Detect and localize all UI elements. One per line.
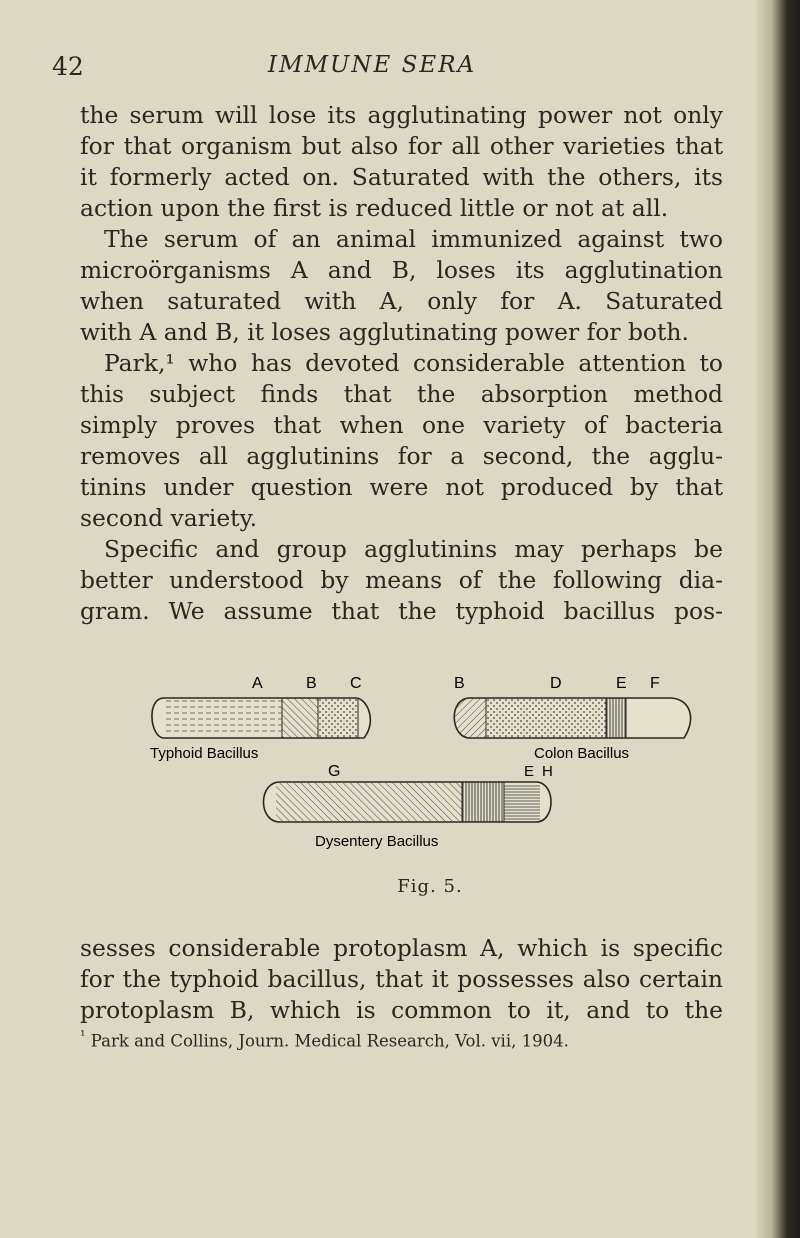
body-text-top xyxy=(80,100,723,627)
figure-5 xyxy=(150,590,710,910)
letter-b: B xyxy=(454,675,465,692)
text-line: when saturated with A, only for A. Saturated xyxy=(80,287,723,315)
colon-label: Colon Bacillus xyxy=(534,745,630,762)
letter-e-lower: E xyxy=(524,763,535,780)
body-text-bottom xyxy=(80,933,723,1026)
page-header xyxy=(52,52,692,92)
text-line: this subject finds that the absorption method xyxy=(80,380,723,408)
dysentery-bacillus xyxy=(264,763,552,850)
footnote-text: Park and Collins, Journ. Medical Research, Vol. vii, 1904. xyxy=(90,1031,569,1051)
typhoid-label: Typhoid Bacillus xyxy=(150,745,259,762)
text-line: protoplasm B, which is common to it, and to the xyxy=(80,996,723,1024)
letter-f: F xyxy=(650,675,660,692)
letter-c: C xyxy=(350,675,362,692)
text-line: second variety. xyxy=(80,504,258,532)
text-line: sesses considerable protoplasm A, which is specific xyxy=(80,934,723,962)
page-edge xyxy=(756,0,800,1238)
text-line: for that organism but also for all other varieties that xyxy=(80,132,723,160)
text-line: action upon the first is reduced little or not at all. xyxy=(80,194,669,222)
colon-bacillus xyxy=(454,675,691,780)
text-line: better understood by means of the following dia- xyxy=(80,566,723,594)
text-line: with A and B, it loses agglutinating power for both. xyxy=(80,318,689,346)
letter-h: H xyxy=(542,763,553,780)
letter-e: E xyxy=(616,675,627,692)
text-line: gram. We assume that the typhoid bacillus pos- xyxy=(80,597,723,625)
text-line: it formerly acted on. Saturated with the others, its xyxy=(80,163,723,191)
letter-a: A xyxy=(252,675,263,692)
dysentery-label: Dysentery Bacillus xyxy=(315,833,439,850)
text-line: for the typhoid bacillus, that it possesses also certain xyxy=(80,965,723,993)
text-line: the serum will lose its agglutinating power not only xyxy=(80,101,723,129)
running-title: IMMUNE SERA xyxy=(267,52,477,78)
letter-g: G xyxy=(328,763,341,780)
letter-b: B xyxy=(306,675,317,692)
text-line: microörganisms A and B, loses its agglutination xyxy=(80,256,723,284)
figure-caption: Fig. 5. xyxy=(397,876,463,897)
text-line: Park,¹ who has devoted considerable attention to xyxy=(104,349,723,377)
text-line: Specific and group agglutinins may perhaps be xyxy=(104,535,723,563)
text-line: simply proves that when one variety of bacteria xyxy=(80,411,723,439)
text-line: The serum of an animal immunized against two xyxy=(104,225,723,253)
text-line: tinins under question were not produced by that xyxy=(80,473,723,501)
letter-d: D xyxy=(550,675,562,692)
footnote xyxy=(80,1028,723,1051)
typhoid-bacillus xyxy=(150,675,370,762)
text-line: removes all agglutinins for a second, the agglu- xyxy=(80,442,723,470)
page-number: 42 xyxy=(52,52,84,81)
bacilli-diagram xyxy=(150,590,710,910)
footnote-marker: ¹ xyxy=(80,1028,86,1044)
